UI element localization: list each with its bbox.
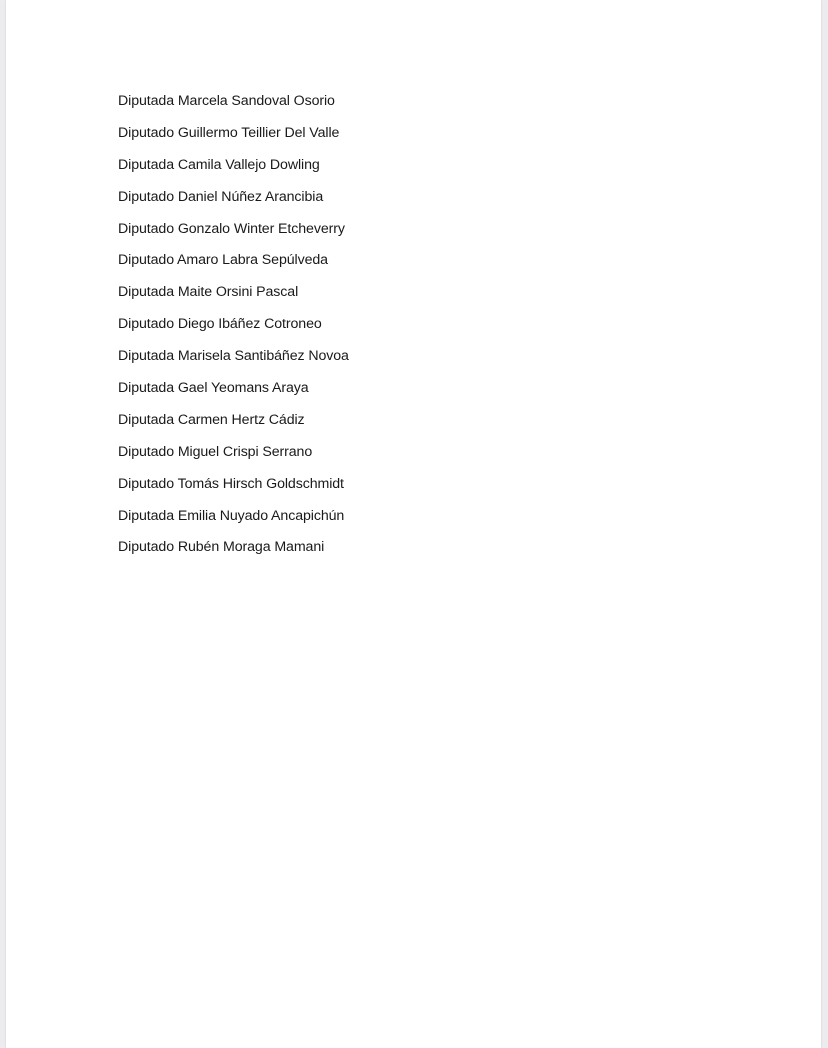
signatory-6: Diputado Amaro Labra Sepúlveda: [118, 252, 328, 269]
signatory-12: Diputado Miguel Crispi Serrano: [118, 443, 313, 460]
signatory-9: Diputada Marisela Santibáñez Novoa: [118, 348, 349, 365]
signatory-list: [118, 90, 349, 568]
signatory-11: Diputada Carmen Hertz Cádiz: [118, 411, 305, 428]
signatory-2: Diputado Guillermo Teillier Del Valle: [118, 124, 340, 141]
document-page: [6, 0, 821, 1048]
signatory-3: Diputada Camila Vallejo Dowling: [118, 156, 320, 173]
signatory-8: Diputado Diego Ibáñez Cotroneo: [118, 316, 322, 333]
signatory-14: Diputada Emilia Nuyado Ancapichún: [118, 507, 345, 524]
signatory-7: Diputada Maite Orsini Pascal: [118, 284, 299, 301]
signatory-4: Diputado Daniel Núñez Arancibia: [118, 188, 324, 205]
signatory-13: Diputado Tomás Hirsch Goldschmidt: [118, 475, 344, 492]
signatory-15: Diputado Rubén Moraga Mamani: [118, 539, 325, 556]
signatory-1: Diputada Marcela Sandoval Osorio: [118, 93, 335, 109]
signatory-10: Diputada Gael Yeomans Araya: [118, 380, 309, 397]
signatory-5: Diputado Gonzalo Winter Etcheverry: [118, 220, 345, 237]
